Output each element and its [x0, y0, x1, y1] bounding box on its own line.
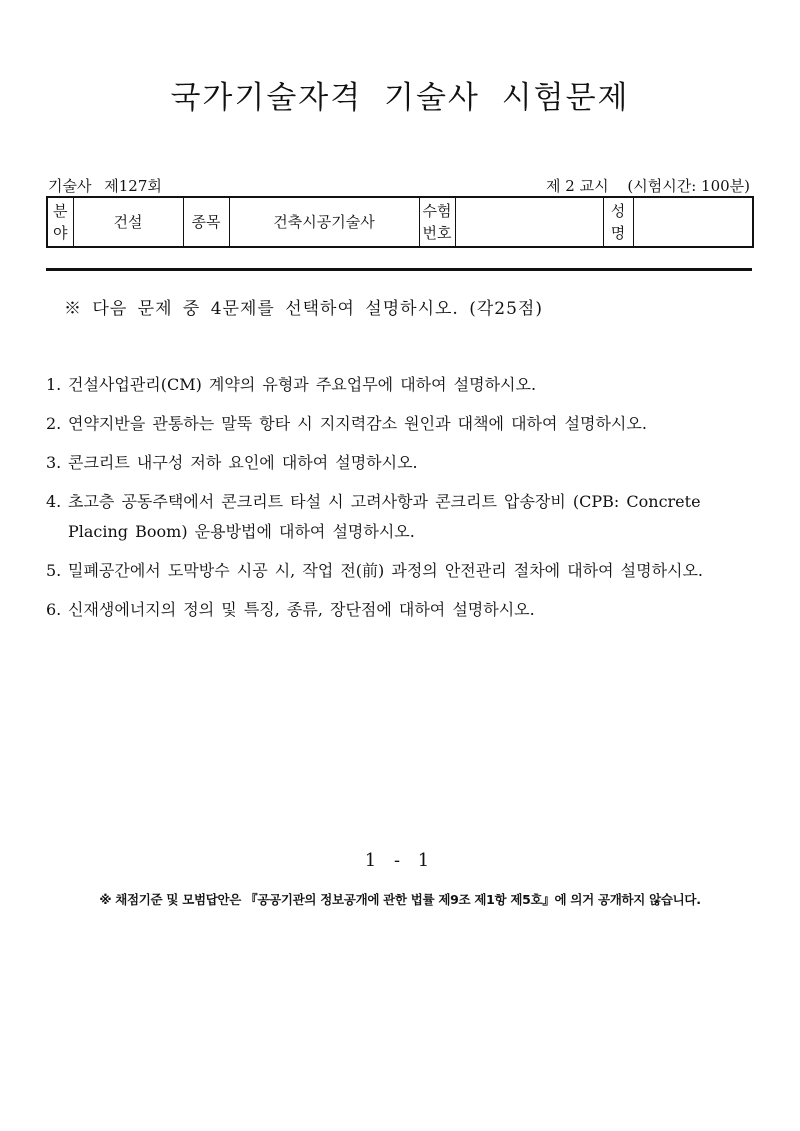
question-text: 밀폐공간에서 도막방수 시공 시, 작업 전(前) 과정의 안전관리 절차에 대하여 설명하시오. — [68, 561, 704, 580]
question-text: 초고층 공동주택에서 콘크리트 타설 시 고려사항과 콘크리트 압송장비 (CPB: Concrete Placing Boom) 운용방법에 대하여 설명하시오. — [68, 492, 701, 541]
exam-number-label: 수험 번호 — [419, 197, 455, 247]
exam-duration: (시험시간: 100분) — [627, 177, 750, 195]
question-text: 연약지반을 관통하는 말뚝 항타 시 지지력감소 원인과 대책에 대하여 설명하시오. — [68, 414, 647, 433]
category-value: 건축시공기술사 — [229, 197, 419, 247]
instruction: ※ 다음 문제 중 4문제를 선택하여 설명하시오. (각25점) — [64, 299, 543, 319]
question-text: 신재생에너지의 정의 및 특징, 종류, 장단점에 대하여 설명하시오. — [68, 600, 535, 619]
field-label: 분 야 — [47, 197, 73, 247]
exam-number-field[interactable] — [455, 197, 603, 247]
question-number: 5. — [46, 561, 62, 580]
question-number: 1. — [46, 375, 62, 394]
exam-session-info — [48, 175, 162, 196]
list-item — [46, 595, 758, 625]
field-value: 건설 — [73, 197, 183, 247]
footer-note: ※ 채점기준 및 모범답안은 『공공기관의 정보공개에 관한 법률 제9조 제1항 제5호』에 의거 공개하지 않습니다. — [99, 892, 701, 907]
list-item — [46, 448, 758, 478]
exam-period: 제 2 교시 — [546, 177, 609, 195]
page-title: 국가기술자격 기술사 시험문제 — [170, 80, 630, 116]
list-item — [46, 370, 758, 400]
exam-info-table — [46, 196, 754, 248]
divider — [46, 268, 752, 271]
exam-period-info — [532, 175, 750, 196]
list-item — [46, 556, 758, 586]
page-number: 1 - 1 — [364, 850, 436, 871]
exam-session: 제127회 — [104, 177, 162, 195]
name-field[interactable] — [633, 197, 753, 247]
category-label: 종목 — [183, 197, 229, 247]
question-number: 2. — [46, 414, 62, 433]
question-text: 건설사업관리(CM) 계약의 유형과 주요업무에 대하여 설명하시오. — [68, 375, 537, 394]
question-number: 4. — [46, 492, 62, 511]
name-label: 성 명 — [603, 197, 633, 247]
question-text: 콘크리트 내구성 저하 요인에 대하여 설명하시오. — [68, 453, 418, 472]
question-number: 3. — [46, 453, 62, 472]
list-item — [46, 409, 758, 439]
question-number: 6. — [46, 600, 62, 619]
list-item — [46, 487, 758, 547]
question-list — [46, 370, 758, 634]
exam-type: 기술사 — [48, 177, 92, 195]
